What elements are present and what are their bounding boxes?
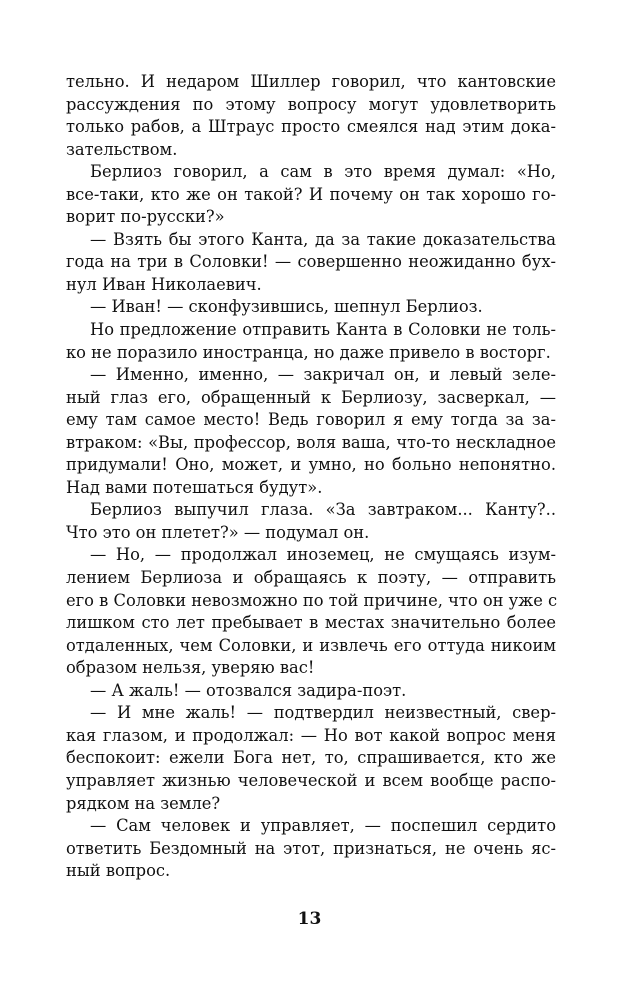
paragraph bbox=[66, 296, 556, 319]
text-line: ный вопрос. bbox=[66, 861, 171, 881]
text-line: — Иван! — сконфузившись, шепнул Берлиоз. bbox=[90, 297, 483, 317]
paragraph bbox=[66, 544, 556, 679]
text-line: лением Берлиоза и обращаясь к поэту, — отправить bbox=[66, 568, 556, 588]
text-line: — Сам человек и управляет, — поспешил сердито bbox=[90, 816, 556, 836]
text-line: втраком: «Вы, профессор, воля ваша, что-то нескладное bbox=[66, 432, 556, 452]
paragraph bbox=[66, 499, 556, 544]
text-line: отдаленных, чем Соловки, и извлечь его оттуда никоим bbox=[66, 635, 556, 655]
text-line: года на три в Соловки! — совершенно неожиданно бух- bbox=[66, 252, 556, 272]
text-line: — Взять бы этого Канта, да за такие доказательства bbox=[90, 229, 556, 249]
text-line: Что это он плетет?» — подумал он. bbox=[66, 522, 370, 542]
text-line: ко не поразило иностранца, но даже привело в восторг. bbox=[66, 342, 551, 362]
text-line: — Именно, именно, — закричал он, и левый зеле- bbox=[90, 365, 556, 385]
text-line: ему там самое место! Ведь говорил я ему тогда за за- bbox=[66, 410, 556, 430]
text-line: рядком на земле? bbox=[66, 793, 221, 813]
text-line: Но предложение отправить Канта в Соловки не толь- bbox=[90, 320, 556, 340]
text-line: нул Иван Николаевич. bbox=[66, 274, 262, 294]
text-line: ответить Бездомный на этот, признаться, не очень яс- bbox=[66, 838, 556, 858]
text-line: Над вами потешаться будут». bbox=[66, 477, 323, 497]
paragraph bbox=[66, 364, 556, 499]
text-line: все-таки, кто же он такой? И почему он так хорошо го- bbox=[66, 184, 556, 204]
text-line: лишком сто лет пребывает в местах значительно более bbox=[66, 613, 556, 633]
paragraph bbox=[66, 319, 556, 364]
text-line: Берлиоз выпучил глаза. «За завтраком... Канту?.. bbox=[90, 500, 556, 520]
text-line: образом нельзя, уверяю вас! bbox=[66, 658, 315, 678]
text-line: управляет жизнью человеческой и всем вообще распо- bbox=[66, 770, 556, 790]
text-line: тельно. И недаром Шиллер говорил, что кантовские bbox=[66, 72, 556, 91]
text-line: кая глазом, и продолжал: — Но вот какой вопрос меня bbox=[66, 725, 556, 745]
paragraph bbox=[66, 702, 556, 815]
paragraph bbox=[66, 680, 556, 703]
paragraph bbox=[66, 815, 556, 883]
page-text-block bbox=[66, 71, 556, 883]
text-line: только рабов, а Штраус просто смеялся над этим дока- bbox=[66, 117, 556, 137]
text-line: — И мне жаль! — подтвердил неизвестный, свер- bbox=[90, 703, 556, 723]
text-line: ворит по-русски?» bbox=[66, 207, 225, 227]
text-line: — Но, — продолжал иноземец, не смущаясь изум- bbox=[90, 545, 556, 565]
text-line: придумали! Оно, может, и умно, но больно непонятно. bbox=[66, 455, 556, 475]
text-line: — А жаль! — отозвался задира-поэт. bbox=[90, 680, 407, 700]
text-line: зательством. bbox=[66, 139, 178, 159]
paragraph bbox=[66, 161, 556, 229]
paragraph bbox=[66, 71, 556, 161]
page-number: 13 bbox=[297, 909, 322, 929]
text-line: беспокоит: ежели Бога нет, то, спрашивается, кто же bbox=[66, 748, 556, 768]
text-line: рассуждения по этому вопросу могут удовлетворить bbox=[66, 94, 556, 114]
text-line: его в Соловки невозможно по той причине, что он уже с bbox=[66, 590, 558, 610]
text-line: Берлиоз говорил, а сам в это время думал: «Но, bbox=[90, 162, 556, 182]
text-line: ный глаз его, обращенный к Берлиозу, засверкал, — bbox=[66, 387, 556, 407]
paragraph bbox=[66, 229, 556, 297]
